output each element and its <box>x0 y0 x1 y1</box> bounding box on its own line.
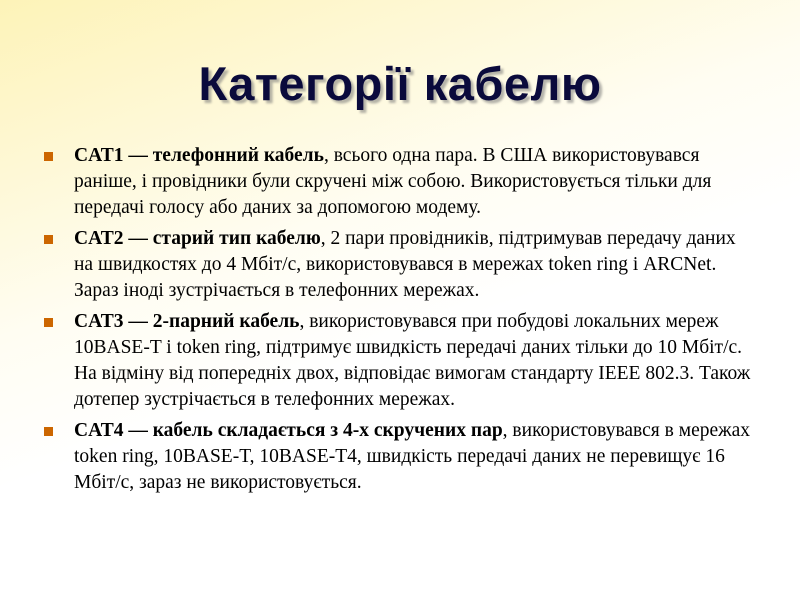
bullet-list <box>40 143 755 501</box>
bullet-item-cat1 <box>40 143 755 221</box>
bullet-item-cat4 <box>40 418 755 496</box>
bullet-item-cat2 <box>40 226 755 304</box>
square-bullet-icon <box>44 427 53 436</box>
bullet-text: , 2 пари провідників, підтримував передачу даних на швидкостях до 4 Мбіт/с, використовувався в мережах token ring і ARCNet. Зараз іноді зустрічається в телефонних мережах. <box>74 228 736 301</box>
bullet-item-cat3 <box>40 309 755 413</box>
bullet-lead: CAT2 — старий тип кабелю <box>74 228 321 249</box>
bullet-text: , всього одна пара. В США використовувався раніше, і провідники були скручені між собою. Використовується тільки для передачі голосу або даних за допомогою модему. <box>74 145 712 218</box>
square-bullet-icon <box>44 235 53 244</box>
bullet-text: , використовувався при побудові локальних мереж 10BASE-T і token ring, підтримує швидкість передачі даних тільки до 10 Мбіт/с. На відміну від попередніх двох, відповідає вимогам стандарту IEEE 802.3. Також дотепер зустрічається в телефонних мережах. <box>74 311 751 410</box>
bullet-lead: CAT1 — телефонний кабель <box>74 145 324 166</box>
bullet-text: , використовувався в мережах token ring, 10BASE-T, 10BASE-T4, швидкість передачі даних не перевищує 16 Мбіт/с, зараз не використовується. <box>74 420 751 493</box>
square-bullet-icon <box>44 318 53 327</box>
bullet-lead: CAT3 — 2-парний кабель <box>74 311 300 332</box>
bullet-lead: CAT4 — кабель складається з 4-х скручених пар <box>74 420 503 441</box>
square-bullet-icon <box>44 152 53 161</box>
slide-title: Категорії кабелю <box>198 57 602 110</box>
